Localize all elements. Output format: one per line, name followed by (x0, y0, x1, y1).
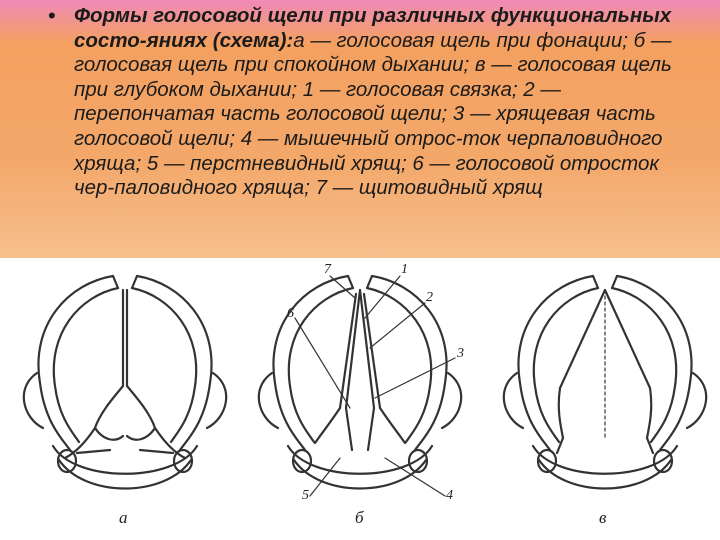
callout-7: 7 (324, 262, 331, 277)
callout-5: 5 (302, 488, 309, 503)
thyroid-cartilage-a (38, 276, 211, 450)
figure-panel (0, 258, 720, 540)
callout-4: 4 (446, 488, 453, 503)
callout-3: 3 (457, 346, 464, 361)
thyroid-cartilage-b (273, 276, 446, 450)
bullet-point: • (48, 4, 56, 28)
callout-6: 6 (287, 306, 294, 321)
caption-body (74, 4, 688, 201)
caption-title: Формы голосовой щели при различных функциональных состо-яниях (схема): (74, 4, 672, 52)
figure-caption (48, 4, 688, 256)
callout-2: 2 (426, 290, 433, 305)
diagram-c (504, 276, 706, 489)
figure-label-c: в (599, 508, 607, 527)
glottis-diagram (0, 258, 720, 540)
figure-label-b: б (355, 508, 364, 527)
caption-text: а — голосовая щель при фонации; б — голосовая щель при спокойном дыхании; в — голосовая щель при глубоком дыхании; 1 — голосовая связка; 2 — перепончатая часть голосовой щели; 3 — хрящевая часть голосовой щели; 4 — мышечный отрос-ток черпаловидного хряща; 5 — перстневидный хрящ; 6 — голосовой отросток чер-паловидного хряща; 7 — щитовидный хрящ (74, 28, 672, 200)
diagram-a (24, 276, 226, 489)
callout-1: 1 (401, 262, 408, 277)
figure-label-a: а (119, 508, 128, 527)
